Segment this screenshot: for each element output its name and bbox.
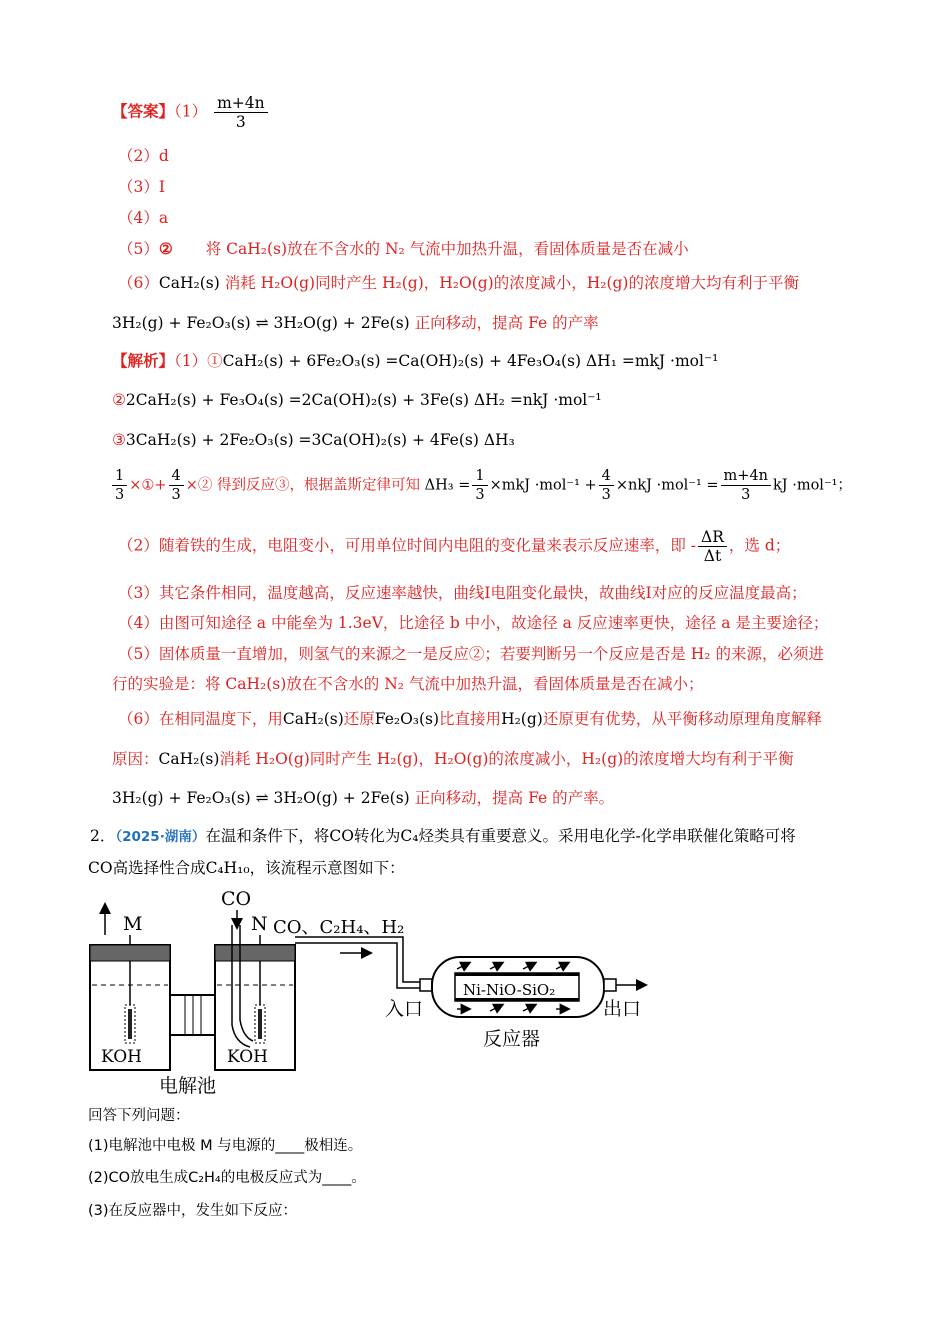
analysis-line-3: ③3CaH₂(s) + 2Fe₂O₃(s) =3Ca(OH)₂(s) + 4Fe(s) ΔH₃ xyxy=(112,431,515,449)
analysis-line-12: 3H₂(g) + Fe₂O₃(s) ⇌ 3H₂O(g) + 2Fe(s) 正向移动，提高 Fe 的产率。 xyxy=(112,789,615,807)
analysis-line-8: （5）固体质量一直增加，则氢气的来源之一是反应②；若要判断另一个反应是否是 H₂ 的来源，必须进 xyxy=(118,645,824,663)
reactor-label: 反应器 xyxy=(483,1028,541,1050)
analysis-line-5: （2）随着铁的生成，电阻变小，可用单位时间内电阻的变化量来表示反应速率，即 - $\frac{\Delta R}{\Delta t}$ ，选 d； xyxy=(118,528,791,565)
answer-line-3: （3）Ⅰ xyxy=(118,178,165,196)
answer-tag: 【答案】 xyxy=(112,101,175,121)
analysis-line-4: $\frac{1}{3}$ ×①+ $\frac{4}{3}$ ×② 得到反应③，根据盖斯定律可知 ΔH₃ = $\frac{1}{3}$ ×mkJ ·mol⁻¹ + $\frac{4}{3}$ ×nkJ ·mol⁻¹ = $\frac{m+4n}{3}$ kJ ·mol⁻¹； xyxy=(110,467,852,504)
electrode-m-label: M xyxy=(123,913,143,935)
question-2-line-2: CO高选择性合成C₄H₁₀，该流程示意图如下： xyxy=(88,859,405,877)
process-diagram xyxy=(85,885,665,1100)
analysis-line-7: （4）由图可知途径 a 中能垒为 1.3eV，比途径 b 中小，故途径 a 反应速率更快，途径 a 是主要途径； xyxy=(118,614,829,632)
outlet-label: 出口 xyxy=(603,998,642,1020)
question-source: （2025·湖南） xyxy=(115,829,206,845)
catalyst-label: Ni-NiO-SiO₂ xyxy=(463,981,556,999)
analysis-line-1: 【解析】（1）①CaH₂(s) + 6Fe₂O₃(s) =Ca(OH)₂(s) + 4Fe₃O₄(s) ΔH₁ =mkJ ·mol⁻¹ xyxy=(112,351,719,370)
sub-question-1: (1)电解池中电极 M 与电源的____极相连。 xyxy=(88,1138,363,1154)
answer-line-4: （4）a xyxy=(118,209,169,227)
koh-right-label: KOH xyxy=(227,1047,269,1067)
analysis-line-6: （3）其它条件相同，温度越高，反应速率越快，曲线Ⅰ电阻变化最快，故曲线Ⅰ对应的反应温度最高； xyxy=(118,584,807,602)
question-prompt: 回答下列问题： xyxy=(88,1108,190,1124)
analysis-line-2: ②2CaH₂(s) + Fe₃O₄(s) =2Ca(OH)₂(s) + 3Fe(s) ΔH₂ =nkJ ·mol⁻¹ xyxy=(112,391,602,409)
koh-left-label: KOH xyxy=(101,1047,143,1067)
answer-line-5: （5）② 将 CaH₂(s)放在不含水的 N₂ 气流中加热升温，看固体质量是否在减小 xyxy=(118,239,689,258)
analysis-line-11: 原因：CaH₂(s)消耗 H₂O(g)同时产生 H₂(g)，H₂O(g)的浓度减小，H₂(g)的浓度增大均有利于平衡 xyxy=(112,750,794,768)
gas-mixture-label: CO、C₂H₄、H₂ xyxy=(273,917,405,938)
analysis-line-10: （6）在相同温度下，用CaH₂(s)还原Fe₂O₃(s)比直接用H₂(g)还原更有优势，从平衡移动原理角度解释 xyxy=(118,710,822,728)
answer-line-6: （6）CaH₂(s) 消耗 H₂O(g)同时产生 H₂(g)，H₂O(g)的浓度减小，H₂(g)的浓度增大均有利于平衡 xyxy=(118,274,799,292)
answer-fraction: $\frac{m+4n}{3}$ xyxy=(214,94,268,131)
sub-question-2: (2)CO放电生成C₂H₄的电极反应式为____。 xyxy=(88,1170,366,1186)
answer-line-2: （2）d xyxy=(118,147,169,165)
answer-line-1 xyxy=(112,94,270,131)
sub-question-3: (3)在反应器中，发生如下反应： xyxy=(88,1203,298,1219)
electrode-n-label: N xyxy=(251,913,268,935)
inlet-label: 入口 xyxy=(385,998,424,1020)
electrolytic-cell-label: 电解池 xyxy=(159,1075,217,1097)
question-2-line-1: 2．（2025·湖南）在温和条件下，将CO转化为C₄烃类具有重要意义。采用电化学-化学串联催化策略可将 xyxy=(90,827,796,845)
co-inlet-label: CO xyxy=(221,888,252,910)
answer-part-label: （1） xyxy=(174,102,208,121)
answer-line-7: 3H₂(g) + Fe₂O₃(s) ⇌ 3H₂O(g) + 2Fe(s) 正向移动，提高 Fe 的产率 xyxy=(112,314,599,332)
analysis-line-9: 行的实验是：将 CaH₂(s)放在不含水的 N₂ 气流中加热升温，看固体质量是否在减小； xyxy=(112,675,704,693)
